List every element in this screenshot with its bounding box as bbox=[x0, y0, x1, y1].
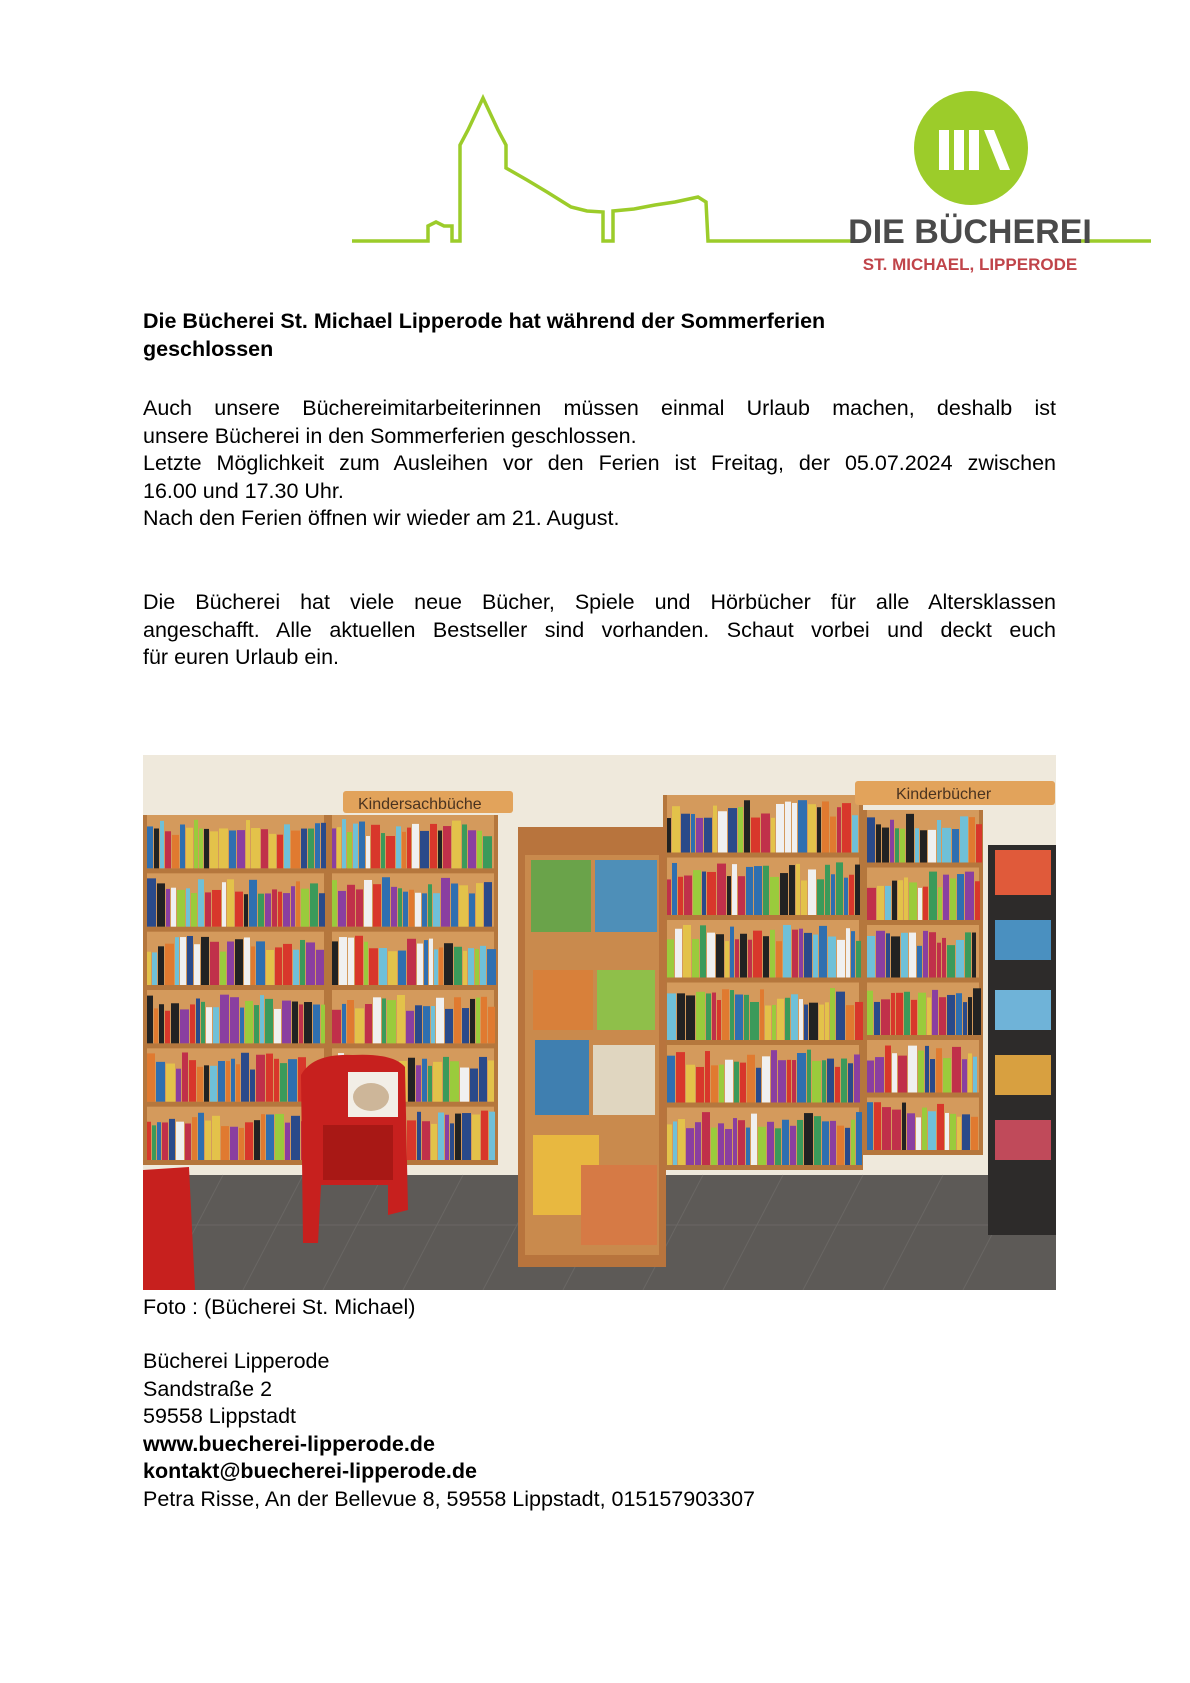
library-photo-illustration bbox=[143, 755, 1056, 1290]
sign-kinderbuecher: Kinderbücher bbox=[896, 786, 992, 803]
logo-title: DIE BÜCHEREI bbox=[848, 213, 1092, 251]
contact-email-link[interactable]: kontakt@buecherei-lipperode.de bbox=[143, 1459, 477, 1483]
para1-line-5: Nach den Ferien öffnen wir wieder am 21. August. bbox=[143, 506, 620, 530]
para1-line-2: unsere Bücherei in den Sommerferien geschlossen. bbox=[143, 423, 637, 448]
logo bbox=[0, 0, 1190, 290]
contact-website-link[interactable]: www.buecherei-lipperode.de bbox=[143, 1431, 435, 1456]
para2-line-1: Die Bücherei hat viele neue Bücher, Spiele und Hörbücher für alle Altersklassen bbox=[143, 590, 1056, 614]
logo-subtitle: ST. MICHAEL, LIPPERODE bbox=[862, 255, 1078, 274]
photo-caption: Foto : (Bücherei St. Michael) bbox=[143, 1295, 416, 1319]
para2-line-2: angeschafft. Alle aktuellen Bestseller sind vorhanden. Schaut vorbei und deckt euch bbox=[143, 617, 1056, 642]
skyline-line bbox=[352, 98, 855, 241]
paragraph-closure bbox=[143, 395, 1056, 533]
contact-person: Petra Risse, An der Bellevue 8, 59558 Lippstadt, 015157903307 bbox=[143, 1486, 756, 1511]
para1-line-4: 16.00 und 17.30 Uhr. bbox=[143, 478, 344, 503]
para1-line-1: Auch unsere Büchereimitarbeiterinnen müssen einmal Urlaub machen, deshalb ist bbox=[143, 396, 1056, 420]
contact-city: 59558 Lippstadt bbox=[143, 1404, 297, 1428]
para1-line-3: Letzte Möglichkeit zum Ausleihen vor den Ferien ist Freitag, der 05.07.2024 zwischen bbox=[143, 451, 1056, 475]
para2-line-3: für euren Urlaub ein. bbox=[143, 645, 339, 669]
contact-block bbox=[143, 1348, 755, 1513]
library-photo bbox=[143, 755, 1056, 1290]
contact-street: Sandstraße 2 bbox=[143, 1376, 273, 1401]
article-heading: Die Bücherei St. Michael Lipperode hat während der Sommerferien geschlossen bbox=[143, 309, 826, 361]
contact-name: Bücherei Lipperode bbox=[143, 1349, 330, 1373]
paragraph-news bbox=[143, 589, 1056, 672]
sign-sachbuecher: Kindersachbüche bbox=[358, 796, 482, 813]
